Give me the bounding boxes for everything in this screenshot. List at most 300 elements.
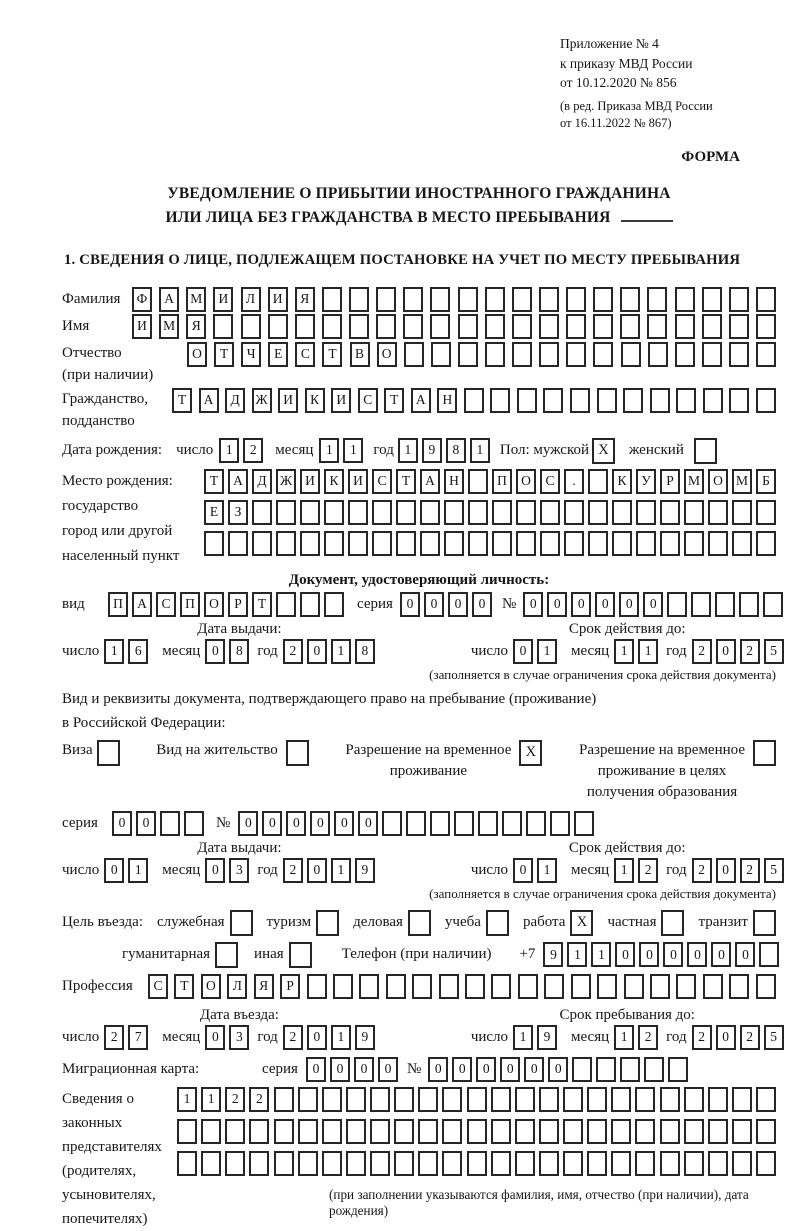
form-cell[interactable]: Т <box>204 469 224 494</box>
form-cell[interactable] <box>349 287 369 312</box>
form-cell[interactable] <box>418 1151 438 1176</box>
form-cell[interactable] <box>468 500 488 525</box>
form-cell[interactable] <box>684 1119 704 1144</box>
form-cell[interactable] <box>702 287 722 312</box>
form-cell[interactable]: И <box>348 469 368 494</box>
form-cell[interactable] <box>276 531 296 556</box>
form-cell[interactable]: Л <box>227 974 247 999</box>
form-cell[interactable] <box>667 592 687 617</box>
form-cell[interactable] <box>756 1151 776 1176</box>
form-cell[interactable] <box>620 287 640 312</box>
form-cell[interactable] <box>588 531 608 556</box>
form-cell[interactable]: 0 <box>663 942 683 967</box>
form-cell[interactable] <box>515 1151 535 1176</box>
form-cell[interactable] <box>333 974 353 999</box>
form-cell[interactable] <box>621 342 641 367</box>
form-cell[interactable]: Т <box>252 592 272 617</box>
form-cell[interactable]: 2 <box>740 1025 760 1050</box>
form-cell[interactable] <box>468 531 488 556</box>
form-cell[interactable] <box>660 1151 680 1176</box>
form-cell[interactable] <box>684 1151 704 1176</box>
form-cell[interactable] <box>376 287 396 312</box>
form-cell[interactable]: 0 <box>615 942 635 967</box>
purpose-tourism-checkbox[interactable] <box>316 910 339 936</box>
form-cell[interactable] <box>370 1119 390 1144</box>
form-cell[interactable] <box>756 974 776 999</box>
form-cell[interactable]: 1 <box>177 1087 197 1112</box>
purpose-work-checkbox[interactable]: X <box>570 910 593 936</box>
form-cell[interactable]: 0 <box>476 1057 496 1082</box>
form-cell[interactable] <box>241 314 261 339</box>
form-cell[interactable] <box>648 342 668 367</box>
form-cell[interactable] <box>729 388 749 413</box>
form-cell[interactable]: 1 <box>398 438 418 463</box>
form-cell[interactable]: 2 <box>243 438 263 463</box>
form-cell[interactable] <box>454 811 474 836</box>
form-cell[interactable] <box>611 1119 631 1144</box>
form-cell[interactable]: 1 <box>537 639 557 664</box>
form-cell[interactable]: М <box>684 469 704 494</box>
form-cell[interactable]: И <box>268 287 288 312</box>
form-cell[interactable] <box>346 1119 366 1144</box>
form-cell[interactable] <box>566 287 586 312</box>
form-cell[interactable]: 2 <box>740 639 760 664</box>
form-cell[interactable] <box>396 531 416 556</box>
form-cell[interactable]: 0 <box>716 1025 736 1050</box>
form-cell[interactable] <box>539 287 559 312</box>
form-cell[interactable] <box>676 388 696 413</box>
form-cell[interactable] <box>647 287 667 312</box>
form-cell[interactable]: 1 <box>614 1025 634 1050</box>
form-cell[interactable] <box>298 1119 318 1144</box>
form-cell[interactable] <box>492 500 512 525</box>
form-cell[interactable]: Ф <box>132 287 152 312</box>
form-cell[interactable] <box>539 1087 559 1112</box>
form-cell[interactable] <box>394 1151 414 1176</box>
form-cell[interactable]: Т <box>174 974 194 999</box>
form-cell[interactable] <box>348 500 368 525</box>
form-cell[interactable] <box>715 592 735 617</box>
form-cell[interactable] <box>372 531 392 556</box>
form-cell[interactable] <box>225 1119 245 1144</box>
form-cell[interactable]: . <box>564 469 584 494</box>
form-cell[interactable] <box>485 342 505 367</box>
form-cell[interactable] <box>668 1057 688 1082</box>
form-cell[interactable] <box>587 1087 607 1112</box>
form-cell[interactable] <box>403 314 423 339</box>
form-cell[interactable]: 1 <box>614 639 634 664</box>
form-cell[interactable] <box>225 1151 245 1176</box>
form-cell[interactable]: У <box>636 469 656 494</box>
form-cell[interactable] <box>485 314 505 339</box>
form-cell[interactable]: 0 <box>513 858 533 883</box>
form-cell[interactable] <box>676 974 696 999</box>
form-cell[interactable] <box>322 314 342 339</box>
purpose-private-checkbox[interactable] <box>661 910 684 936</box>
form-cell[interactable]: 0 <box>205 1025 225 1050</box>
form-cell[interactable]: П <box>180 592 200 617</box>
form-cell[interactable]: 0 <box>711 942 731 967</box>
form-cell[interactable]: 0 <box>452 1057 472 1082</box>
form-cell[interactable] <box>635 1119 655 1144</box>
form-cell[interactable] <box>372 500 392 525</box>
form-cell[interactable] <box>587 1119 607 1144</box>
form-cell[interactable] <box>396 500 416 525</box>
form-cell[interactable] <box>359 974 379 999</box>
form-cell[interactable]: 0 <box>205 639 225 664</box>
form-cell[interactable] <box>526 811 546 836</box>
form-cell[interactable] <box>376 314 396 339</box>
form-cell[interactable] <box>572 1057 592 1082</box>
form-cell[interactable]: 0 <box>330 1057 350 1082</box>
form-cell[interactable]: 0 <box>104 858 124 883</box>
form-cell[interactable] <box>660 1119 680 1144</box>
form-cell[interactable] <box>442 1087 462 1112</box>
form-cell[interactable]: 0 <box>472 592 492 617</box>
form-cell[interactable] <box>458 342 478 367</box>
form-cell[interactable] <box>540 531 560 556</box>
form-cell[interactable]: 1 <box>470 438 490 463</box>
form-cell[interactable]: 9 <box>422 438 442 463</box>
form-cell[interactable] <box>635 1151 655 1176</box>
form-cell[interactable] <box>502 811 522 836</box>
form-cell[interactable]: 0 <box>639 942 659 967</box>
form-cell[interactable]: 9 <box>355 1025 375 1050</box>
form-cell[interactable] <box>732 531 752 556</box>
form-cell[interactable] <box>587 1151 607 1176</box>
form-cell[interactable] <box>516 531 536 556</box>
form-cell[interactable]: Л <box>241 287 261 312</box>
form-cell[interactable] <box>370 1151 390 1176</box>
form-cell[interactable] <box>570 388 590 413</box>
form-cell[interactable] <box>544 974 564 999</box>
form-cell[interactable]: 1 <box>513 1025 533 1050</box>
form-cell[interactable]: 0 <box>716 639 736 664</box>
form-cell[interactable]: 9 <box>355 858 375 883</box>
form-cell[interactable]: 0 <box>571 592 591 617</box>
form-cell[interactable] <box>650 974 670 999</box>
form-cell[interactable]: Б <box>756 469 776 494</box>
form-cell[interactable] <box>322 287 342 312</box>
form-cell[interactable]: Е <box>268 342 288 367</box>
form-cell[interactable] <box>564 500 584 525</box>
form-cell[interactable] <box>322 1151 342 1176</box>
form-cell[interactable]: 5 <box>764 1025 784 1050</box>
form-cell[interactable] <box>177 1151 197 1176</box>
form-cell[interactable]: М <box>732 469 752 494</box>
form-cell[interactable] <box>515 1119 535 1144</box>
form-cell[interactable] <box>468 469 488 494</box>
form-cell[interactable]: 0 <box>595 592 615 617</box>
form-cell[interactable] <box>490 388 510 413</box>
form-cell[interactable]: 2 <box>225 1087 245 1112</box>
form-cell[interactable] <box>756 1087 776 1112</box>
form-cell[interactable] <box>298 1151 318 1176</box>
form-cell[interactable]: 1 <box>638 639 658 664</box>
form-cell[interactable] <box>370 1087 390 1112</box>
form-cell[interactable]: 0 <box>547 592 567 617</box>
option-residence-permit-checkbox[interactable] <box>286 740 309 766</box>
form-cell[interactable] <box>404 342 424 367</box>
form-cell[interactable] <box>403 287 423 312</box>
form-cell[interactable] <box>467 1119 487 1144</box>
form-cell[interactable] <box>512 314 532 339</box>
form-cell[interactable]: 0 <box>286 811 306 836</box>
form-cell[interactable] <box>539 342 559 367</box>
form-cell[interactable]: Ж <box>276 469 296 494</box>
form-cell[interactable] <box>593 287 613 312</box>
form-cell[interactable]: 1 <box>331 1025 351 1050</box>
form-cell[interactable] <box>708 531 728 556</box>
form-cell[interactable] <box>430 314 450 339</box>
form-cell[interactable]: Н <box>437 388 457 413</box>
form-cell[interactable] <box>274 1087 294 1112</box>
form-cell[interactable] <box>276 592 296 617</box>
form-cell[interactable]: 1 <box>128 858 148 883</box>
form-cell[interactable]: 0 <box>428 1057 448 1082</box>
form-cell[interactable]: М <box>186 287 206 312</box>
form-cell[interactable]: 0 <box>205 858 225 883</box>
form-cell[interactable] <box>406 811 426 836</box>
form-cell[interactable]: А <box>199 388 219 413</box>
form-cell[interactable]: О <box>708 469 728 494</box>
form-cell[interactable]: С <box>295 342 315 367</box>
form-cell[interactable] <box>647 314 667 339</box>
form-cell[interactable]: 1 <box>331 639 351 664</box>
form-cell[interactable] <box>729 287 749 312</box>
form-cell[interactable] <box>324 592 344 617</box>
form-cell[interactable]: 0 <box>716 858 736 883</box>
form-cell[interactable] <box>295 314 315 339</box>
form-cell[interactable]: 5 <box>764 639 784 664</box>
form-cell[interactable] <box>729 314 749 339</box>
form-cell[interactable]: 0 <box>307 858 327 883</box>
form-cell[interactable]: 2 <box>692 639 712 664</box>
form-cell[interactable] <box>703 974 723 999</box>
form-cell[interactable]: Н <box>444 469 464 494</box>
form-cell[interactable]: А <box>420 469 440 494</box>
form-cell[interactable]: Р <box>660 469 680 494</box>
form-cell[interactable]: 3 <box>229 1025 249 1050</box>
form-cell[interactable]: 0 <box>307 1025 327 1050</box>
form-cell[interactable] <box>684 1087 704 1112</box>
form-cell[interactable] <box>349 314 369 339</box>
form-cell[interactable] <box>732 500 752 525</box>
form-cell[interactable] <box>763 592 783 617</box>
form-cell[interactable]: 0 <box>378 1057 398 1082</box>
form-cell[interactable]: 8 <box>355 639 375 664</box>
form-cell[interactable] <box>430 287 450 312</box>
form-cell[interactable] <box>300 531 320 556</box>
form-cell[interactable] <box>660 1087 680 1112</box>
form-cell[interactable] <box>386 974 406 999</box>
form-cell[interactable]: 5 <box>764 858 784 883</box>
form-cell[interactable] <box>204 531 224 556</box>
form-cell[interactable]: 2 <box>638 858 658 883</box>
form-cell[interactable] <box>458 287 478 312</box>
form-cell[interactable]: С <box>148 974 168 999</box>
form-cell[interactable] <box>539 1119 559 1144</box>
form-cell[interactable]: К <box>305 388 325 413</box>
form-cell[interactable] <box>346 1151 366 1176</box>
form-cell[interactable]: З <box>228 500 248 525</box>
form-cell[interactable] <box>611 1151 631 1176</box>
form-cell[interactable] <box>756 1119 776 1144</box>
form-cell[interactable]: С <box>540 469 560 494</box>
form-cell[interactable]: 0 <box>136 811 156 836</box>
form-cell[interactable] <box>431 342 451 367</box>
form-cell[interactable]: 1 <box>319 438 339 463</box>
form-cell[interactable]: 1 <box>537 858 557 883</box>
form-cell[interactable]: А <box>159 287 179 312</box>
form-cell[interactable]: Т <box>214 342 234 367</box>
form-cell[interactable] <box>394 1119 414 1144</box>
form-cell[interactable] <box>184 811 204 836</box>
form-cell[interactable]: Ч <box>241 342 261 367</box>
form-cell[interactable] <box>442 1151 462 1176</box>
form-cell[interactable]: 3 <box>229 858 249 883</box>
form-cell[interactable] <box>322 1119 342 1144</box>
form-cell[interactable]: К <box>324 469 344 494</box>
form-cell[interactable] <box>491 974 511 999</box>
form-cell[interactable]: 2 <box>283 858 303 883</box>
form-cell[interactable] <box>635 1087 655 1112</box>
form-cell[interactable] <box>684 500 704 525</box>
form-cell[interactable]: И <box>331 388 351 413</box>
form-cell[interactable] <box>394 1087 414 1112</box>
form-cell[interactable] <box>563 1151 583 1176</box>
form-cell[interactable] <box>444 531 464 556</box>
form-cell[interactable]: 2 <box>692 858 712 883</box>
form-cell[interactable] <box>620 1057 640 1082</box>
form-cell[interactable] <box>620 314 640 339</box>
form-cell[interactable] <box>756 531 776 556</box>
form-cell[interactable] <box>346 1087 366 1112</box>
form-cell[interactable]: 2 <box>740 858 760 883</box>
form-cell[interactable]: Т <box>172 388 192 413</box>
form-cell[interactable]: Т <box>384 388 404 413</box>
form-cell[interactable] <box>644 1057 664 1082</box>
form-cell[interactable] <box>322 1087 342 1112</box>
form-cell[interactable]: О <box>516 469 536 494</box>
form-cell[interactable]: 0 <box>334 811 354 836</box>
form-cell[interactable]: 7 <box>128 1025 148 1050</box>
form-cell[interactable]: 0 <box>424 592 444 617</box>
form-cell[interactable] <box>420 500 440 525</box>
form-cell[interactable] <box>543 388 563 413</box>
form-cell[interactable]: 0 <box>619 592 639 617</box>
form-cell[interactable] <box>249 1151 269 1176</box>
form-cell[interactable]: 0 <box>112 811 132 836</box>
form-cell[interactable] <box>491 1087 511 1112</box>
form-cell[interactable] <box>492 531 512 556</box>
form-cell[interactable] <box>467 1087 487 1112</box>
option-temp-residence-education-checkbox[interactable] <box>753 740 776 766</box>
form-cell[interactable]: 1 <box>591 942 611 967</box>
form-cell[interactable]: 9 <box>537 1025 557 1050</box>
form-cell[interactable] <box>660 531 680 556</box>
form-cell[interactable] <box>708 1151 728 1176</box>
form-cell[interactable]: 0 <box>354 1057 374 1082</box>
form-cell[interactable] <box>691 592 711 617</box>
form-cell[interactable] <box>539 314 559 339</box>
form-cell[interactable] <box>252 531 272 556</box>
form-cell[interactable] <box>201 1119 221 1144</box>
form-cell[interactable]: С <box>358 388 378 413</box>
form-cell[interactable]: О <box>187 342 207 367</box>
purpose-transit-checkbox[interactable] <box>753 910 776 936</box>
purpose-business-checkbox[interactable] <box>408 910 431 936</box>
form-cell[interactable] <box>650 388 670 413</box>
form-cell[interactable] <box>566 314 586 339</box>
form-cell[interactable]: В <box>350 342 370 367</box>
form-cell[interactable] <box>516 500 536 525</box>
form-cell[interactable]: М <box>159 314 179 339</box>
form-cell[interactable] <box>444 500 464 525</box>
form-cell[interactable]: Я <box>254 974 274 999</box>
form-cell[interactable]: 0 <box>262 811 282 836</box>
form-cell[interactable] <box>729 342 749 367</box>
form-cell[interactable]: 0 <box>523 592 543 617</box>
purpose-study-checkbox[interactable] <box>486 910 509 936</box>
form-cell[interactable] <box>684 531 704 556</box>
form-cell[interactable]: 8 <box>446 438 466 463</box>
form-cell[interactable] <box>512 342 532 367</box>
form-cell[interactable] <box>201 1151 221 1176</box>
form-cell[interactable]: 2 <box>692 1025 712 1050</box>
form-cell[interactable] <box>756 287 776 312</box>
form-cell[interactable]: 0 <box>306 1057 326 1082</box>
sex-male-checkbox[interactable]: X <box>592 438 615 464</box>
sex-female-checkbox[interactable] <box>694 438 717 464</box>
purpose-official-checkbox[interactable] <box>230 910 253 936</box>
form-cell[interactable] <box>491 1151 511 1176</box>
form-cell[interactable] <box>442 1119 462 1144</box>
form-cell[interactable]: 1 <box>219 438 239 463</box>
form-cell[interactable] <box>596 1057 616 1082</box>
form-cell[interactable] <box>571 974 591 999</box>
form-cell[interactable]: Ж <box>252 388 272 413</box>
form-cell[interactable] <box>563 1087 583 1112</box>
form-cell[interactable] <box>478 811 498 836</box>
form-cell[interactable] <box>588 500 608 525</box>
form-cell[interactable] <box>512 287 532 312</box>
form-cell[interactable]: 0 <box>500 1057 520 1082</box>
form-cell[interactable] <box>465 974 485 999</box>
form-cell[interactable]: П <box>492 469 512 494</box>
form-cell[interactable]: А <box>132 592 152 617</box>
form-cell[interactable] <box>612 531 632 556</box>
form-cell[interactable]: 1 <box>614 858 634 883</box>
form-cell[interactable]: Я <box>186 314 206 339</box>
form-cell[interactable] <box>268 314 288 339</box>
form-cell[interactable] <box>252 500 272 525</box>
form-cell[interactable]: С <box>156 592 176 617</box>
form-cell[interactable] <box>298 1087 318 1112</box>
form-cell[interactable] <box>566 342 586 367</box>
form-cell[interactable] <box>324 500 344 525</box>
form-cell[interactable]: Т <box>396 469 416 494</box>
form-cell[interactable]: А <box>411 388 431 413</box>
form-cell[interactable]: 1 <box>343 438 363 463</box>
form-cell[interactable] <box>213 314 233 339</box>
form-cell[interactable] <box>675 342 695 367</box>
form-cell[interactable]: П <box>108 592 128 617</box>
form-cell[interactable] <box>729 974 749 999</box>
purpose-humanitarian-checkbox[interactable] <box>215 942 238 968</box>
form-cell[interactable] <box>228 531 248 556</box>
form-cell[interactable] <box>588 469 608 494</box>
